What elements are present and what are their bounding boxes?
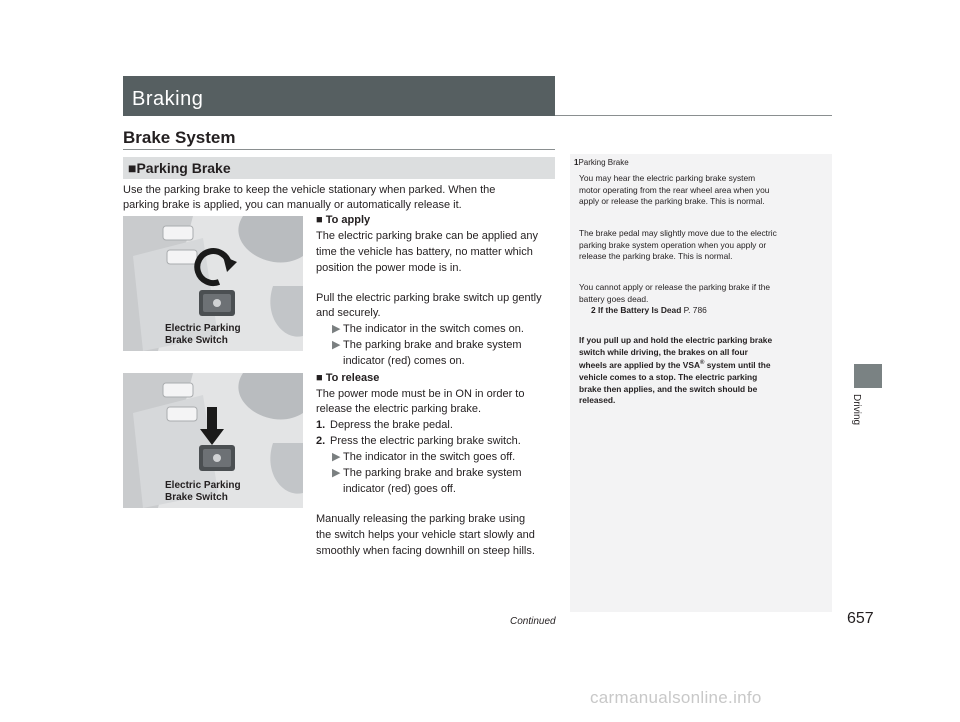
result-arrow-icon: ▶ <box>332 467 341 479</box>
apply-instruction-2: and securely. <box>316 307 381 319</box>
release-note-3: smoothly when facing downhill on steep hills. <box>316 545 535 557</box>
sidebar-line: switch while driving, the brakes on all four <box>579 346 748 357</box>
reference-page: P. 786 <box>683 305 707 316</box>
release-title <box>316 371 379 387</box>
chapter-tab-label: Driving <box>851 394 862 426</box>
watermark: carmanualsonline.info <box>590 688 762 707</box>
result-arrow-icon: ▶ <box>332 451 341 463</box>
square-bullet-icon: ■ <box>316 214 323 226</box>
sidebar-para-1 <box>579 173 825 208</box>
sidebar-line: apply or release the parking brake. This is normal. <box>579 196 765 207</box>
figure-caption <box>165 323 241 347</box>
apply-line-2: time the vehicle has battery, no matter which <box>316 246 533 258</box>
sidebar-title-text: Parking Brake <box>578 158 629 167</box>
banner-rule <box>555 115 832 116</box>
apply-line-3: position the power mode is in. <box>316 262 462 274</box>
sidebar-line: vehicle comes to a stop. The electric parking <box>579 371 758 382</box>
apply-result-1: The indicator in the switch comes on. <box>343 323 524 335</box>
release-line-1: The power mode must be in ON in order to <box>316 388 525 400</box>
chapter-tab <box>854 364 882 388</box>
step-2: Press the electric parking brake switch. <box>330 435 521 447</box>
step-2-number: 2. <box>316 435 326 447</box>
result-arrow-icon: ▶ <box>332 323 341 335</box>
step-1-number: 1. <box>316 419 326 431</box>
sidebar-title <box>574 158 629 167</box>
sidebar-warning <box>579 335 825 407</box>
intro-line-1: Use the parking brake to keep the vehicle stationary when parked. When the <box>123 184 496 196</box>
sidebar-line: parking brake system operation when you apply or <box>579 239 767 250</box>
sidebar-line: motor operating from the rear wheel area when you <box>579 184 770 195</box>
square-bullet-icon: ■ <box>128 160 137 176</box>
registered-mark: ® <box>700 360 705 367</box>
heading-rule <box>123 149 555 150</box>
figure-caption <box>165 480 241 504</box>
release-result-2b: indicator (red) goes off. <box>343 483 456 495</box>
caption-line-2: Brake Switch <box>165 492 228 503</box>
subheading <box>128 160 231 176</box>
sidebar-line: released. <box>579 395 616 406</box>
sidebar-para-3 <box>579 282 825 317</box>
sidebar-para-2 <box>579 228 825 263</box>
page-heading: Brake System <box>123 128 236 147</box>
sidebar-line: brake then applies, and the switch should be <box>579 383 758 394</box>
caption-line-2: Brake Switch <box>165 335 228 346</box>
section-title: Braking <box>132 88 204 110</box>
sidebar-line: release the parking brake. This is normal. <box>579 251 733 262</box>
apply-title <box>316 213 370 229</box>
sidebar-line: battery goes dead. <box>579 293 649 304</box>
square-bullet-icon: ■ <box>316 372 323 384</box>
cross-reference-link[interactable] <box>579 305 825 317</box>
release-result-2a: The parking brake and brake system <box>343 467 522 479</box>
subheading-text: Parking Brake <box>136 160 231 176</box>
release-result-1: The indicator in the switch goes off. <box>343 451 516 463</box>
result-arrow-icon: ▶ <box>332 339 341 351</box>
sidebar-text: wheels are applied by the VSA <box>579 360 701 371</box>
release-note-1: Manually releasing the parking brake using <box>316 513 526 525</box>
reference-arrow-icon: 2 <box>591 305 596 316</box>
apply-result-2a: The parking brake and brake system <box>343 339 522 351</box>
apply-title-text: To apply <box>325 214 371 226</box>
sidebar-line: The brake pedal may slightly move due to the electric <box>579 228 777 238</box>
release-note-2: the switch helps your vehicle start slowly and <box>316 529 535 541</box>
caption-line-1: Electric Parking <box>165 480 241 491</box>
release-title-text: To release <box>325 372 380 384</box>
caption-line-1: Electric Parking <box>165 323 241 334</box>
sidebar-line <box>579 358 825 372</box>
sidebar-text: system until the <box>706 360 771 371</box>
continued-label: Continued <box>510 616 556 627</box>
release-line-2: release the electric parking brake. <box>316 403 482 415</box>
note-marker-icon: 1 <box>574 158 579 167</box>
sidebar-line: You may hear the electric parking brake system <box>579 173 756 183</box>
page-number: 657 <box>847 610 874 627</box>
apply-result-2b: indicator (red) comes on. <box>343 355 465 367</box>
sidebar-line: If you pull up and hold the electric parking brake <box>579 335 773 345</box>
step-1: Depress the brake pedal. <box>330 419 453 431</box>
intro-line-2: parking brake is applied, you can manually or automatically release it. <box>123 199 462 211</box>
sidebar-line: You cannot apply or release the parking brake if the <box>579 282 771 292</box>
reference-title: If the Battery Is Dead <box>598 305 682 316</box>
apply-instruction-1: Pull the electric parking brake switch up gently <box>316 292 542 304</box>
apply-line-1: The electric parking brake can be applied any <box>316 230 538 242</box>
